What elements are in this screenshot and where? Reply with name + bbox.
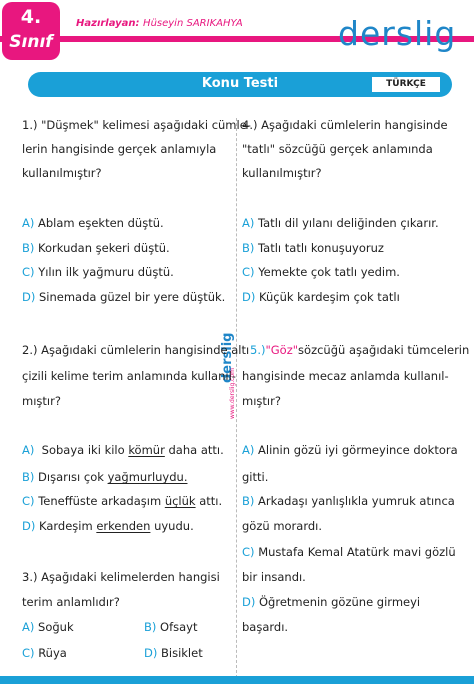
option-text: Sinemada güzel bir yere düştük. xyxy=(39,290,226,304)
q1-option-d[interactable] xyxy=(22,290,225,304)
q2-line-1: 2.) Aşağıdaki cümlelerin hangisinde altı xyxy=(22,343,250,357)
option-text: Rüya xyxy=(38,646,67,660)
q5-option-c-cont: bir insandı. xyxy=(242,570,306,584)
q2-option-a[interactable] xyxy=(22,443,224,457)
option-text: Korkudan şekeri düştü. xyxy=(38,241,170,255)
option-text: Arkadaşı yanlışlıkla yumruk atınca xyxy=(258,494,455,508)
option-text: Kardeşim xyxy=(39,519,97,533)
q5-line-1-rest: sözcüğü aşağıdaki tümcelerin xyxy=(298,343,470,357)
q1-line-2: lerin hangisinde gerçek anlamıyla xyxy=(22,142,217,156)
subject-badge: TÜRKÇE xyxy=(372,77,440,92)
prepared-by-label: Hazırlayan: xyxy=(76,18,140,29)
q2-option-b[interactable] xyxy=(22,470,187,484)
option-letter: B) xyxy=(22,470,35,484)
option-text: Mustafa Kemal Atatürk mavi gözlü xyxy=(258,545,456,559)
option-letter: A) xyxy=(242,216,255,230)
option-letter: A) xyxy=(22,620,35,634)
q1-option-c[interactable] xyxy=(22,265,174,279)
q5-option-b[interactable] xyxy=(242,494,455,508)
option-letter: C) xyxy=(22,494,35,508)
q5-option-a[interactable] xyxy=(242,443,458,457)
q4-option-d[interactable] xyxy=(242,290,400,304)
option-text: Dışarısı çok xyxy=(38,470,108,484)
derslig-logo: derslig xyxy=(338,14,457,53)
option-letter: D) xyxy=(242,595,256,609)
q5-option-b-cont: gözü morardı. xyxy=(242,519,323,533)
side-logo: derslig xyxy=(220,332,235,384)
q2-line-3: mıştır? xyxy=(22,394,61,408)
side-url: www.derslig.com xyxy=(229,368,236,420)
q5-number: 5.) xyxy=(250,343,266,357)
column-divider xyxy=(236,118,237,678)
option-text: uyudu. xyxy=(150,519,194,533)
page-title: Konu Testi xyxy=(201,76,279,91)
q5-line-2: hangisinde mecaz anlamda kullanıl- xyxy=(242,369,449,383)
q5-option-c[interactable] xyxy=(242,545,456,559)
q2-option-d[interactable] xyxy=(22,519,194,533)
q4-line-3: kullanılmıştır? xyxy=(242,166,322,180)
q4-option-a[interactable] xyxy=(242,216,439,230)
option-text: Tatlı dil yılanı deliğinden çıkarır. xyxy=(258,216,439,230)
q5-option-a-cont: gitti. xyxy=(242,470,269,484)
underlined-word: kömür xyxy=(128,443,165,457)
q4-line-2: "tatlı" sözcüğü gerçek anlamında xyxy=(242,142,433,156)
q5-line-3: mıştır? xyxy=(242,394,281,408)
q1-line-3: kullanılmıştır? xyxy=(22,166,102,180)
q1-line-1: 1.) "Düşmek" kelimesi aşağıdaki cümle- xyxy=(22,118,251,132)
option-letter: B) xyxy=(242,494,255,508)
underlined-word: üçlük xyxy=(164,494,196,508)
option-letter: B) xyxy=(22,241,35,255)
q5-option-d[interactable] xyxy=(242,595,420,609)
q5-line-1 xyxy=(250,343,469,357)
option-text: Soğuk xyxy=(38,620,74,634)
footer-bar xyxy=(0,676,474,684)
underlined-word: yağmurluydu. xyxy=(107,470,188,484)
option-text: Tatlı tatlı konuşuyoruz xyxy=(258,241,384,255)
option-text: attı. xyxy=(195,494,223,508)
q4-option-b[interactable] xyxy=(242,241,384,255)
prepared-by xyxy=(76,18,243,29)
option-text: Ablam eşekten düştü. xyxy=(38,216,164,230)
prepared-by-name: Hüseyin SARIKAHYA xyxy=(143,18,243,29)
option-text: Bisiklet xyxy=(161,646,203,660)
option-letter: D) xyxy=(22,519,36,533)
grade-label: Sınıf xyxy=(9,32,53,52)
grade-badge xyxy=(2,2,60,60)
grade-number: 4. xyxy=(20,6,42,28)
option-text: Yemekte çok tatlı yedim. xyxy=(258,265,400,279)
option-letter: C) xyxy=(22,646,35,660)
q4-option-c[interactable] xyxy=(242,265,400,279)
option-letter: B) xyxy=(242,241,255,255)
q3-option-a[interactable] xyxy=(22,620,74,634)
option-letter: A) xyxy=(22,216,35,230)
option-text: daha attı. xyxy=(164,443,224,457)
option-letter: D) xyxy=(242,290,256,304)
underlined-word: erkenden xyxy=(96,519,151,533)
q5-option-d-cont: başardı. xyxy=(242,620,289,634)
option-text: Yılın ilk yağmuru düştü. xyxy=(38,265,174,279)
q2-option-c[interactable] xyxy=(22,494,222,508)
option-text: Öğretmenin gözüne girmeyi xyxy=(259,595,421,609)
option-letter: A) xyxy=(22,443,35,457)
option-letter: C) xyxy=(22,265,35,279)
q3-option-c[interactable] xyxy=(22,646,67,660)
q3-line-2: terim anlamlıdır? xyxy=(22,595,120,609)
q1-option-b[interactable] xyxy=(22,241,170,255)
option-letter: C) xyxy=(242,265,255,279)
q3-option-d[interactable] xyxy=(144,646,203,660)
option-text: Küçük kardeşim çok tatlı xyxy=(259,290,400,304)
option-text: Ofsayt xyxy=(160,620,198,634)
q3-line-1: 3.) Aşağıdaki kelimelerden hangisi xyxy=(22,570,220,584)
option-letter: B) xyxy=(144,620,157,634)
q4-line-1: 4.) Aşağıdaki cümlelerin hangisinde xyxy=(242,118,448,132)
q5-highlight-word: "Göz" xyxy=(265,343,299,357)
q2-line-2: çizili kelime terim anlamında kullanıl- xyxy=(22,369,236,383)
option-text: Sobaya iki kilo xyxy=(41,443,129,457)
option-text: Teneffüste arkadaşım xyxy=(38,494,165,508)
option-letter: D) xyxy=(22,290,36,304)
q3-option-b[interactable] xyxy=(144,620,198,634)
q1-option-a[interactable] xyxy=(22,216,164,230)
option-letter: C) xyxy=(242,545,255,559)
option-letter: D) xyxy=(144,646,158,660)
option-text: Alinin gözü iyi görmeyince doktora xyxy=(258,443,458,457)
option-letter: A) xyxy=(242,443,255,457)
